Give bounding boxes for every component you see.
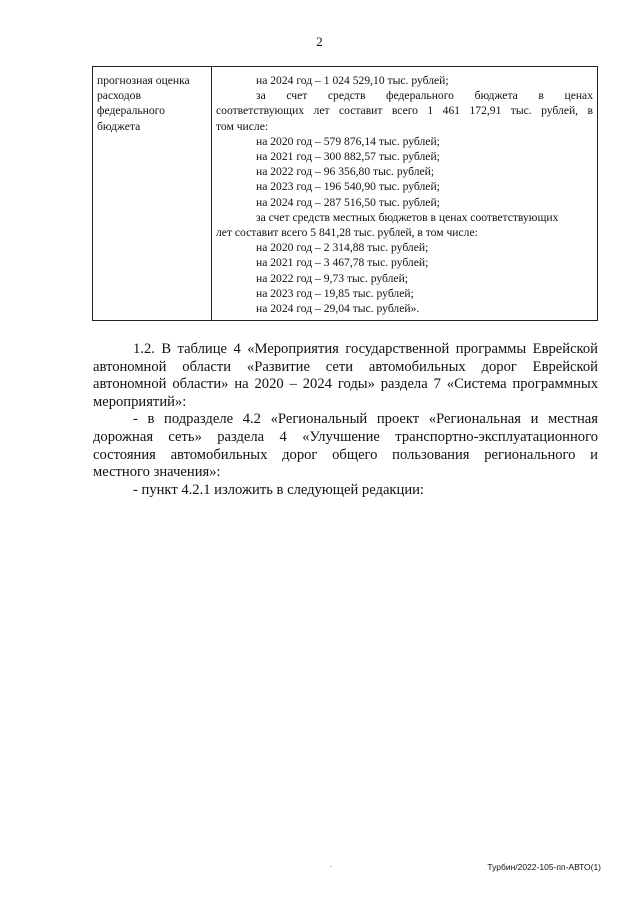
document-footer-code: Турбин/2022-105-пп-АВТО(1) xyxy=(487,862,601,872)
federal-year-line: на 2020 год – 579 876,14 тыс. рублей; xyxy=(256,134,440,148)
text-line: 1.2. В таблице 4 «Мероприятия государственной программы Еврейской xyxy=(133,341,598,357)
federal-year-line: на 2022 год – 96 356,80 тыс. рублей; xyxy=(256,165,435,179)
label-line: прогнозная оценка xyxy=(97,74,190,87)
label-line: федерального xyxy=(97,104,165,118)
federal-intro: том числе: xyxy=(216,119,269,133)
value-cell xyxy=(212,67,598,321)
text-line: состояния автомобильных дорог общего пользования регионального и xyxy=(93,446,598,463)
local-year-line: на 2020 год – 2 314,88 тыс. рублей; xyxy=(256,241,429,255)
local-year-line: на 2022 год – 9,73 тыс. рублей; xyxy=(256,271,408,285)
text-line: - пункт 4.2.1 изложить в следующей редакции: xyxy=(133,481,424,498)
year-line: на 2024 год – 1 024 529,10 тыс. рублей; xyxy=(256,74,449,87)
paragraph-subsection xyxy=(93,411,598,481)
financing-table xyxy=(92,66,598,321)
document-body xyxy=(93,341,598,499)
local-intro: лет составит всего 5 841,28 тыс. рублей, в том числе: xyxy=(216,226,478,240)
local-year-line: на 2024 год – 29,04 тыс. рублей». xyxy=(256,302,420,316)
label-cell xyxy=(93,67,212,321)
text-line: дорожная сеть» раздела 4 «Улучшение транспортно-эксплуатационного xyxy=(93,428,598,445)
local-intro: за счет средств местных бюджетов в ценах соответствующих xyxy=(256,210,559,224)
text-line: местного значения»: xyxy=(93,464,221,481)
federal-year-line: на 2023 год – 196 540,90 тыс. рублей; xyxy=(256,180,440,194)
label-line: бюджета xyxy=(97,119,141,133)
label-line: расходов xyxy=(97,89,141,103)
local-year-line: на 2023 год – 19,85 тыс. рублей; xyxy=(256,286,414,300)
paragraph-item xyxy=(93,482,598,500)
federal-intro: соответствующих лет составит всего 1 461 172,91 тыс. рублей, в xyxy=(216,104,593,118)
text-line: автономной области «Развитие сети автомобильных дорог Еврейской xyxy=(93,358,598,375)
federal-intro: за счет средств федерального бюджета в ценах xyxy=(256,89,593,103)
local-year-line: на 2021 год – 3 467,78 тыс. рублей; xyxy=(256,256,429,270)
text-line: автономной области» на 2020 – 2024 годы» раздела 7 «Система программных xyxy=(93,376,598,393)
table-row xyxy=(93,67,598,321)
page-number: 2 xyxy=(316,34,323,49)
text-line: - в подразделе 4.2 «Региональный проект «Региональная и местная xyxy=(133,411,598,428)
paragraph-1-2 xyxy=(93,341,598,411)
federal-year-line: на 2021 год – 300 882,57 тыс. рублей; xyxy=(256,150,440,164)
federal-year-line: на 2024 год – 287 516,50 тыс. рублей; xyxy=(256,195,440,209)
text-line: мероприятий»: xyxy=(93,393,187,410)
scan-dot: . xyxy=(330,860,332,869)
